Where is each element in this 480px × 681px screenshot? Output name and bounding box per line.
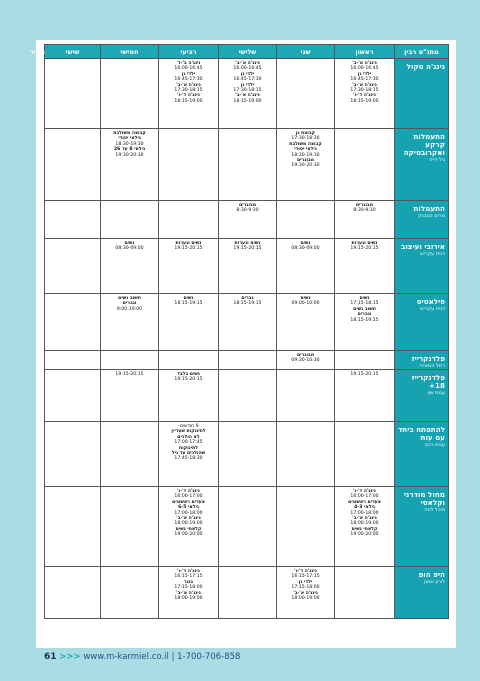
schedule-line: 18:15-19:00 xyxy=(174,98,203,104)
schedule-line: נינג'ה א'-ב' xyxy=(176,516,201,522)
schedule-line: נינג'ה ב'-ד' xyxy=(176,61,201,66)
schedule-line: 08:30-09:00 xyxy=(115,246,144,252)
schedule-line: 17:15-18:15 xyxy=(350,301,379,307)
schedule-line: וגברים xyxy=(357,312,372,318)
day-cell xyxy=(219,59,277,129)
schedule-line: 18:15-19:15 xyxy=(350,317,379,323)
schedule-line: גילאי יסודי xyxy=(294,147,317,153)
schedule-line: 9:00-10:00 xyxy=(116,306,143,312)
schedule-row xyxy=(45,129,449,201)
day-cell xyxy=(277,351,335,370)
schedule-line: חשוב נשים xyxy=(118,296,141,301)
header-day: ראשון xyxy=(335,45,395,59)
day-cell xyxy=(219,567,277,619)
schedule-line: 17:30-18:30 xyxy=(291,136,320,142)
day-cell xyxy=(101,351,159,370)
day-cell xyxy=(101,59,159,129)
schedule-line: נינג'ה א'-ב' xyxy=(235,61,260,66)
schedule-line: נינג'ה א'-ב' xyxy=(176,590,201,596)
schedule-line: 18:30-19:30 xyxy=(291,152,320,158)
schedule-line: 16:00-17:00 xyxy=(350,494,379,500)
day-cell xyxy=(45,567,101,619)
schedule-line: לתינוקות שעדיין xyxy=(171,429,206,435)
schedule-line: 19:00-20:00 xyxy=(350,532,379,538)
schedule-line: 17:15-18:00 xyxy=(291,585,320,591)
activity-cell xyxy=(395,422,449,487)
schedule-line: נינג'ה ד'-ו' xyxy=(353,489,376,494)
schedule-line: ילדי גן xyxy=(298,579,313,585)
activity-name: אירובי ועיצוב xyxy=(400,242,445,251)
activity-cell xyxy=(395,129,449,201)
schedule-line: נינג'ה א'-ב' xyxy=(235,93,260,99)
schedule-row xyxy=(45,422,449,487)
teacher-name: רחל המאירי xyxy=(419,363,445,369)
schedule-line: נינג'ה ד'-ו' xyxy=(177,569,200,574)
schedule-row xyxy=(45,294,449,351)
schedule-line: נשים xyxy=(300,241,311,246)
schedule-line: 18:15-19:00 xyxy=(233,98,262,104)
separator: | xyxy=(171,652,175,662)
day-cell xyxy=(101,370,159,422)
schedule-row xyxy=(45,201,449,239)
day-cell xyxy=(45,59,101,129)
schedule-line: ילדי גן xyxy=(240,82,255,88)
schedule-line: נינג'ה ד'-ו' xyxy=(177,93,200,99)
teacher-name: לירון שושן xyxy=(424,579,445,585)
header-day: רביעי xyxy=(159,45,219,59)
schedule-line: וגברים xyxy=(122,301,137,307)
schedule-line: 8:30-9:30 xyxy=(236,208,259,214)
day-cell xyxy=(45,129,101,201)
day-cell xyxy=(219,129,277,201)
day-cell xyxy=(335,351,395,370)
activity-name: התעמלות xyxy=(413,204,445,213)
schedule-line: 16:00-16:45 xyxy=(233,66,262,72)
schedule-line: 17:30-18:15 xyxy=(233,88,262,94)
teacher-name: עמת שין xyxy=(427,390,445,396)
schedule-line: 17:00-18:00 xyxy=(350,510,379,516)
schedule-line: צעדים ראשונים xyxy=(172,499,205,505)
activity-name: פלדנקרייז xyxy=(411,354,445,363)
header-day: שלישי xyxy=(219,45,277,59)
schedule-line: נשים xyxy=(300,296,311,301)
schedule-line: נינג'ה ד'-ו' xyxy=(353,93,376,99)
schedule-line: 09:30-10:30 xyxy=(291,358,320,364)
day-cell xyxy=(219,370,277,422)
schedule-line: 17:00-17:45 xyxy=(174,440,203,446)
day-cell xyxy=(277,487,335,567)
schedule-line: 19:15-20:15 xyxy=(350,372,379,377)
activity-name: פלדנקרייז 18+ xyxy=(411,373,445,390)
schedule-line: נינג'ה א'-ב' xyxy=(352,516,377,522)
activity-cell xyxy=(395,201,449,239)
schedule-line: 19:15-20:15 xyxy=(233,246,262,252)
schedule-line: נשים ונערות xyxy=(351,241,378,246)
schedule-line: נשים בלבד xyxy=(177,372,200,377)
activity-cell xyxy=(395,351,449,370)
schedule-line: גילאי 8 עד 26 xyxy=(113,147,146,153)
teacher-name: דנית עקריש xyxy=(420,306,445,312)
activity-name: נינג'ה סקול xyxy=(406,62,445,71)
activity-cell xyxy=(395,59,449,129)
header-day: שישי xyxy=(45,45,101,59)
activity-cell xyxy=(395,567,449,619)
schedule-line: 19:15-20:15 xyxy=(174,377,203,383)
schedule-line: חשוב נשים xyxy=(353,306,376,312)
teacher-name: עמת רכט xyxy=(424,442,445,448)
website-link[interactable]: www.m-karmiel.co.il xyxy=(83,652,169,662)
day-cell xyxy=(335,239,395,294)
schedule-line: 16:15-17:15 xyxy=(174,574,203,580)
day-cell xyxy=(159,294,219,351)
schedule-line: 17:30-18:15 xyxy=(350,88,379,94)
day-cell xyxy=(335,370,395,422)
schedule-line: נינג'ה ד'-ו' xyxy=(177,489,200,494)
schedule-line: 08:30-09:00 xyxy=(291,246,320,252)
day-cell xyxy=(159,129,219,201)
day-cell xyxy=(219,351,277,370)
schedule-line: גברים xyxy=(241,296,254,301)
day-cell xyxy=(101,201,159,239)
schedule-line: 16:00-16:45 xyxy=(174,66,203,72)
day-cell xyxy=(219,294,277,351)
schedule-page xyxy=(29,40,456,648)
schedule-line: שהולכים עד גיל xyxy=(171,451,206,457)
activity-cell xyxy=(395,294,449,351)
day-cell xyxy=(45,201,101,239)
day-cell xyxy=(335,422,395,487)
day-cell xyxy=(277,59,335,129)
day-cell xyxy=(45,239,101,294)
day-cell xyxy=(159,59,219,129)
schedule-line: ילדי גן xyxy=(240,71,255,77)
schedule-line: ילדי גן xyxy=(181,71,196,77)
day-cell xyxy=(159,567,219,619)
schedule-row xyxy=(45,567,449,619)
schedule-line: 16:45-17:30 xyxy=(350,77,379,83)
day-cell xyxy=(101,129,159,201)
activity-name: להתפתח ביחד עם עות xyxy=(398,425,445,442)
schedule-line: 17:45-18:30 xyxy=(174,456,203,462)
schedule-line: 18:15-19:15 xyxy=(174,301,203,307)
activity-cell xyxy=(395,239,449,294)
activity-cell xyxy=(395,487,449,567)
schedule-line: בוגר xyxy=(183,579,194,585)
schedule-line: לא הולכים xyxy=(177,434,200,440)
day-cell xyxy=(45,351,101,370)
day-cell xyxy=(219,201,277,239)
schedule-line: נשים ונערות xyxy=(234,241,261,246)
day-cell xyxy=(45,370,101,422)
header-day: שני xyxy=(277,45,335,59)
schedule-line: 18:15-19:15 xyxy=(233,301,262,307)
schedule-line: נינג'ה א'-ב' xyxy=(352,61,377,66)
schedule-line: קבוצת גן xyxy=(295,131,316,136)
day-cell xyxy=(45,487,101,567)
schedule-line: נשים xyxy=(124,241,135,246)
schedule-line: לתינוקות xyxy=(178,445,199,451)
day-cell xyxy=(159,201,219,239)
schedule-line: 8:30-9:30 xyxy=(353,208,376,214)
day-cell xyxy=(277,129,335,201)
day-cell xyxy=(277,294,335,351)
schedule-line: 19:30-20:30 xyxy=(115,152,144,158)
day-cell xyxy=(219,487,277,567)
header-activity: מתנ"ס רבין xyxy=(395,45,449,59)
day-cell xyxy=(45,422,101,487)
day-cell xyxy=(335,567,395,619)
day-cell xyxy=(159,370,219,422)
page-number: 61 xyxy=(44,652,57,662)
day-cell xyxy=(219,239,277,294)
schedule-line: ילדי גן xyxy=(357,71,372,77)
schedule-line: נשים ונערות xyxy=(175,241,202,246)
schedule-line: 18:00-19:00 xyxy=(174,521,203,527)
day-cell xyxy=(335,129,395,201)
day-cell xyxy=(101,239,159,294)
teacher-name: מרים בטבנק xyxy=(418,213,445,219)
teacher-name: דנית עקריש xyxy=(420,251,445,257)
day-cell xyxy=(159,351,219,370)
schedule-line: נשים xyxy=(183,296,194,301)
schedule-line: מבוגרים xyxy=(296,158,315,164)
day-cell xyxy=(101,422,159,487)
schedule-line: 09:00-10:00 xyxy=(291,301,320,307)
schedule-line: 18:00-19:00 xyxy=(174,596,203,602)
day-cell xyxy=(277,567,335,619)
activity-name: פילאטיס xyxy=(416,297,445,306)
day-cell xyxy=(101,567,159,619)
activity-cell xyxy=(395,370,449,422)
schedule-line: גילאי 4-3 xyxy=(354,505,375,511)
schedule-line: 19:00-20:00 xyxy=(174,532,203,538)
schedule-row xyxy=(45,351,449,370)
day-cell xyxy=(101,487,159,567)
day-cell xyxy=(219,422,277,487)
schedule-line: גילאי 6-5 xyxy=(178,505,199,511)
schedule-line: 17:00-18:00 xyxy=(174,510,203,516)
teacher-name: מיכל לוזה xyxy=(424,507,445,513)
schedule-line: 9 חודשים- xyxy=(178,424,199,429)
header-row: מתנ"ס רבין ראשון שני שלישי רביעי חמישי שישי מחיר xyxy=(45,45,449,59)
schedule-line: מבוגרים xyxy=(355,203,374,208)
page-footer xyxy=(44,652,240,662)
schedule-line: 16:00-17:00 xyxy=(174,494,203,500)
schedule-line: 19:15-20:15 xyxy=(174,246,203,252)
day-cell xyxy=(277,201,335,239)
schedule-line: קבוצה משולבת xyxy=(113,131,146,136)
schedule-line: 17:30-18:15 xyxy=(174,88,203,94)
schedule-row xyxy=(45,239,449,294)
schedule-table xyxy=(29,44,449,619)
schedule-line: 17:15-18:00 xyxy=(174,585,203,591)
day-cell xyxy=(335,487,395,567)
schedule-line: 16:15-17:15 xyxy=(291,574,320,580)
schedule-line: נשים xyxy=(359,296,370,301)
schedule-line: קבוצה משולבת xyxy=(289,141,322,147)
schedule-line: נינג'ה א'-ב' xyxy=(176,82,201,88)
schedule-line: 18:15-19:00 xyxy=(350,98,379,104)
schedule-line: 16:45-17:30 xyxy=(233,77,262,83)
day-cell xyxy=(45,294,101,351)
day-cell xyxy=(159,239,219,294)
day-cell xyxy=(159,487,219,567)
day-cell xyxy=(335,59,395,129)
schedule-line: 18:00-19:00 xyxy=(291,596,320,602)
schedule-row xyxy=(45,370,449,422)
teacher-name: גיל דייה xyxy=(429,157,445,163)
header-day: חמישי xyxy=(101,45,159,59)
schedule-line: נינג'ה א'-ב' xyxy=(352,82,377,88)
schedule-line: קלאסי נשים xyxy=(175,526,202,532)
schedule-line: 19:15-20:15 xyxy=(350,246,379,252)
arrows-icon: >>> xyxy=(59,652,81,662)
activity-name: היפ הופ xyxy=(418,570,445,579)
schedule-line: 18:00-19:00 xyxy=(350,521,379,527)
phone-number: 1-700-706-858 xyxy=(177,652,241,662)
day-cell xyxy=(335,201,395,239)
schedule-line: גילאי יסודי xyxy=(118,136,141,142)
day-cell xyxy=(159,422,219,487)
schedule-line: נינג'ה א'-ב' xyxy=(293,590,318,596)
day-cell xyxy=(277,370,335,422)
schedule-line: 18:30-19:30 xyxy=(115,141,144,147)
schedule-row xyxy=(45,487,449,567)
schedule-line: קלאסי נשים xyxy=(351,526,378,532)
day-cell xyxy=(335,294,395,351)
activity-name: התעמלות קרקע ואקרובטיקה xyxy=(403,132,445,157)
day-cell xyxy=(101,294,159,351)
schedule-line: מבוגרים xyxy=(238,203,257,208)
schedule-line: נינג'ה ד'-ו' xyxy=(294,569,317,574)
schedule-line: 16:45-17:30 xyxy=(174,77,203,83)
schedule-line: 19:30-20:30 xyxy=(291,163,320,169)
schedule-line: 16:00-16:45 xyxy=(350,66,379,72)
day-cell xyxy=(277,422,335,487)
activity-name: מחול מודרני וקלאסי xyxy=(403,490,445,507)
schedule-row xyxy=(45,59,449,129)
day-cell xyxy=(277,239,335,294)
schedule-line: 19:15-20:15 xyxy=(115,372,144,377)
schedule-line: מבוגרים xyxy=(296,353,315,358)
schedule-line: צעדים ראשונים xyxy=(348,499,381,505)
